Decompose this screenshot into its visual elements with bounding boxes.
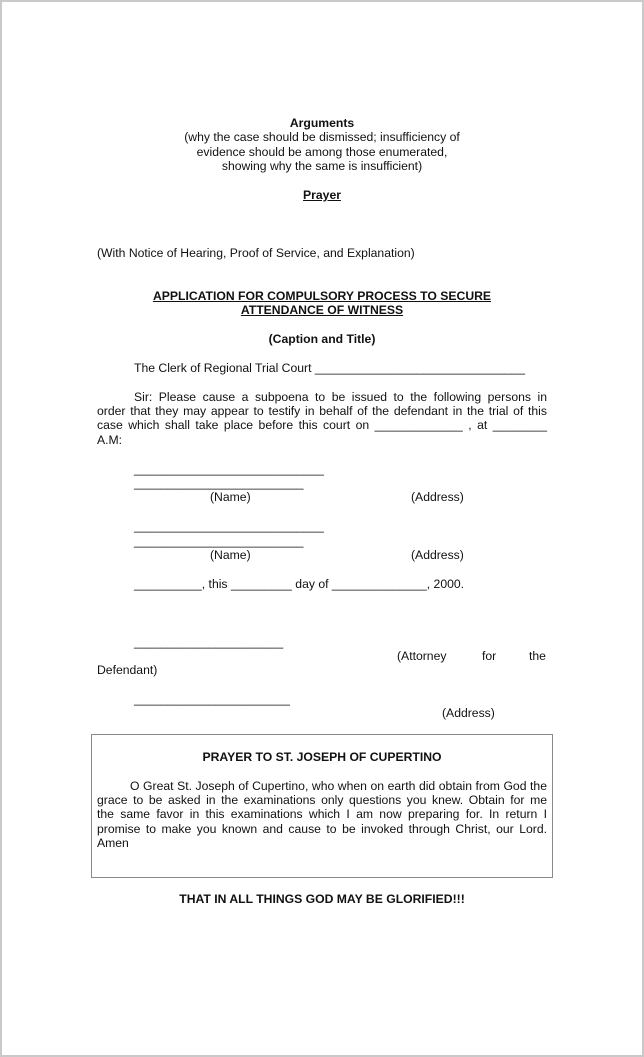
witness-2-address-label: (Address) <box>411 548 464 562</box>
attorney-continued: Defendant) <box>97 663 158 677</box>
attorney-word-3: the <box>529 649 546 663</box>
prayer-line-1: O Great St. Joseph of Cupertino, who when on earth did obtain from God the <box>130 779 547 793</box>
witness-1-address-label: (Address) <box>411 490 464 504</box>
address-label: (Address) <box>442 706 495 720</box>
arguments-title: Arguments <box>289 116 355 130</box>
witness-2-name-label: (Name) <box>210 548 251 562</box>
witness-1-name-label: (Name) <box>210 490 251 504</box>
prayer-line-3: the same favor in this examinations which I am now preparing for. In return I <box>97 807 547 821</box>
arguments-line-2: evidence should be among those enumerated, <box>196 145 448 159</box>
clerk-line: The Clerk of Regional Trial Court _______________________________ <box>134 361 525 375</box>
body-line-2: order that they may appear to testify in behalf of the defendant in the trial of this <box>97 404 547 418</box>
body-line-1: Sir: Please cause a subpoena to be issued to the following persons in <box>134 390 547 404</box>
closing-line: THAT IN ALL THINGS GOD MAY BE GLORIFIED!!! <box>179 892 465 906</box>
prayer-line-5: Amen <box>97 836 129 850</box>
witness-1-line-b: _________________________ <box>134 476 304 490</box>
arguments-line-1: (why the case should be dismissed; insufficiency of <box>184 130 460 144</box>
body-line-3: case which shall take place before this court on _____________ , at ________ <box>97 418 547 432</box>
prayer-box-title: PRAYER TO ST. JOSEPH OF CUPERTINO <box>202 750 442 764</box>
witness-2-line-a: ____________________________ <box>134 519 324 533</box>
arguments-line-3: showing why the same is insufficient) <box>221 159 423 173</box>
attorney-word-1: (Attorney <box>397 649 447 663</box>
signature-line: ______________________ <box>134 635 284 649</box>
application-title-line-1: APPLICATION FOR COMPULSORY PROCESS TO SECURE <box>152 289 492 303</box>
witness-1-line-a: ____________________________ <box>134 462 324 476</box>
attorney-word-2: for <box>482 649 497 663</box>
witness-2-line-b: _________________________ <box>134 534 304 548</box>
prayer-heading: Prayer <box>303 188 341 202</box>
body-line-4: A.M: <box>97 433 123 447</box>
notice-text: (With Notice of Hearing, Proof of Service, and Explanation) <box>97 246 415 260</box>
date-line: __________, this _________ day of ______________, 2000. <box>134 577 465 591</box>
prayer-line-2: grace to be asked in the examinations only questions you knew. Obtain for me <box>97 793 547 807</box>
address-line: _______________________ <box>134 692 290 706</box>
caption-and-title: (Caption and Title) <box>268 332 376 346</box>
prayer-line-4: promise to make you known and cause to be invoked through Christ, our Lord. <box>97 822 547 836</box>
application-title-line-2: ATTENDANCE OF WITNESS <box>240 303 404 317</box>
